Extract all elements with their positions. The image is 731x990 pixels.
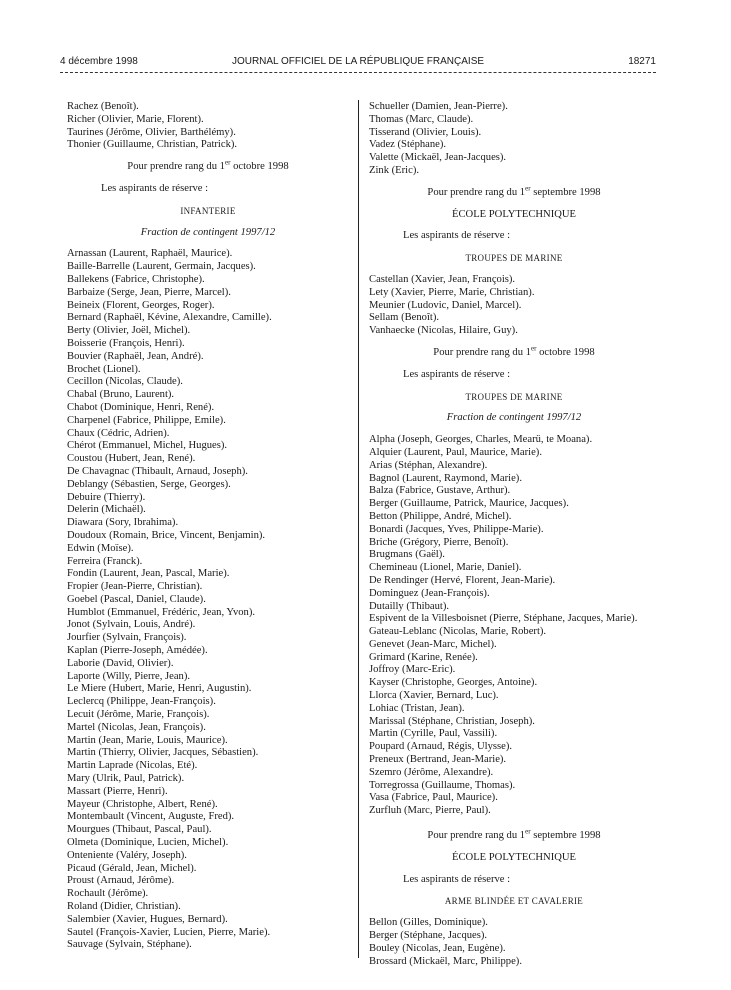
list-item: Charpenel (Fabrice, Philippe, Emile). xyxy=(67,414,226,426)
left-top-names xyxy=(67,101,349,152)
list-item: Poupard (Arnaud, Régis, Ulysse). xyxy=(369,741,512,753)
list-item: Grimard (Karine, Renée). xyxy=(369,651,478,663)
branch-heading: INFANTERIE xyxy=(180,205,236,216)
list-item: Brossard (Mickaël, Marc, Philippe). xyxy=(369,955,522,967)
list-item: Arias (Stéphan, Alexandre). xyxy=(369,459,488,471)
list-item: Edwin (Moïse). xyxy=(67,542,134,554)
list-item: Chérot (Emmanuel, Michel, Hugues). xyxy=(67,440,228,452)
list-item: Castellan (Xavier, Jean, François). xyxy=(369,273,516,285)
section2-name-list xyxy=(369,434,659,818)
list-item: Martin (Thierry, Olivier, Jacques, Sébastien). xyxy=(67,747,259,759)
list-item: Kayser (Christophe, Georges, Antoine). xyxy=(369,677,538,689)
fraction-heading: Fraction de contingent 1997/12 xyxy=(140,226,276,238)
list-item: Alquier (Laurent, Paul, Maurice, Marie). xyxy=(369,446,542,458)
rank-heading: Pour prendre rang du 1er octobre 1998 xyxy=(433,344,595,358)
list-item: Boisserie (François, Henri). xyxy=(67,337,185,349)
list-item: Tisserand (Olivier, Louis). xyxy=(369,126,482,138)
list-item: Doudoux (Romain, Brice, Vincent, Benjamin). xyxy=(67,529,266,541)
right-column xyxy=(369,101,659,968)
list-item: Bouvier (Raphaël, Jean, André). xyxy=(67,350,204,362)
list-item: Vadez (Stéphane). xyxy=(369,139,447,151)
rank-heading: Pour prendre rang du 1er octobre 1998 xyxy=(127,158,289,173)
right-top-names xyxy=(369,101,659,178)
list-item: Ferreira (Franck). xyxy=(67,555,143,567)
list-item: Mayeur (Christophe, Albert, René). xyxy=(67,798,218,810)
list-item: Bernard (Raphaël, Kévine, Alexandre, Camille). xyxy=(67,312,272,324)
list-item: Baille-Barrelle (Laurent, Germain, Jacques). xyxy=(67,261,256,273)
page-header xyxy=(60,56,656,70)
list-item: Fondin (Laurent, Jean, Pascal, Marie). xyxy=(67,568,230,580)
list-item: Jourfier (Sylvain, François). xyxy=(67,632,187,644)
list-item: Sautel (François-Xavier, Lucien, Pierre, Marie). xyxy=(67,926,271,938)
list-item: Vasa (Fabrice, Paul, Maurice). xyxy=(369,792,498,804)
fraction-heading: Fraction de contingent 1997/12 xyxy=(446,412,582,424)
list-item: Rachez (Benoît). xyxy=(67,101,139,112)
list-item: Picaud (Gérald, Jean, Michel). xyxy=(67,862,197,874)
list-item: Proust (Arnaud, Jérôme). xyxy=(67,875,175,887)
list-item: Betton (Philippe, André, Michel). xyxy=(369,510,512,522)
list-item: Chaux (Cédric, Adrien). xyxy=(67,427,170,439)
header-title: JOURNAL OFFICIEL DE LA RÉPUBLIQUE FRANÇAISE xyxy=(231,56,485,67)
aspirants-label: Les aspirants de réserve : xyxy=(101,182,209,194)
list-item: Onteniente (Valéry, Joseph). xyxy=(67,849,187,861)
list-item: Massart (Pierre, Henri). xyxy=(67,785,168,797)
list-item: Laborie (David, Olivier). xyxy=(67,657,174,669)
list-item: Bonardi (Jacques, Yves, Philippe-Marie). xyxy=(369,523,544,535)
list-item: Briche (Grégory, Pierre, Benoît). xyxy=(369,536,509,548)
list-item: Delerin (Michaël). xyxy=(67,504,146,516)
branch-heading: TROUPES DE MARINE xyxy=(465,253,563,264)
list-item: Sauvage (Sylvain, Stéphane). xyxy=(67,939,192,951)
list-item: Diawara (Sory, Ibrahima). xyxy=(67,517,179,529)
list-item: Sellam (Benoît). xyxy=(369,312,440,324)
list-item: Berger (Stéphane, Jacques). xyxy=(369,930,488,942)
school-heading: ÉCOLE POLYTECHNIQUE xyxy=(452,851,576,863)
aspirants-label: Les aspirants de réserve : xyxy=(403,368,511,380)
list-item: Kaplan (Pierre-Joseph, Amédée). xyxy=(67,645,208,657)
list-item: Deblangy (Sébastien, Serge, Georges). xyxy=(67,478,231,490)
list-item: Genevet (Jean-Marc, Michel). xyxy=(369,638,497,650)
list-item: Thomas (Marc, Claude). xyxy=(369,113,474,125)
list-item: Taurines (Jérôme, Olivier, Barthélémy). xyxy=(67,126,236,138)
list-item: Torregrossa (Guillaume, Thomas). xyxy=(369,779,516,791)
list-item: Le Miere (Hubert, Marie, Henri, Augustin). xyxy=(67,683,252,695)
list-item: Berty (Olivier, Joël, Michel). xyxy=(67,325,191,337)
list-item: Balza (Fabrice, Gustave, Arthur). xyxy=(369,485,511,497)
list-item: Preneux (Bertrand, Jean-Marie). xyxy=(369,754,507,766)
list-item: De Chavagnac (Thibault, Arnaud, Joseph). xyxy=(67,465,248,477)
list-item: Cecillon (Nicolas, Claude). xyxy=(67,376,183,388)
list-item: Valette (Mickaël, Jean-Jacques). xyxy=(369,152,507,164)
list-item: Roland (Didier, Christian). xyxy=(67,901,181,913)
list-item: Bellon (Gilles, Dominique). xyxy=(369,917,488,929)
aspirants-label: Les aspirants de réserve : xyxy=(403,230,511,242)
list-item: Montembault (Vincent, Auguste, Fred). xyxy=(67,811,235,823)
list-item: Lohiac (Tristan, Jean). xyxy=(369,702,465,714)
list-item: Debuire (Thierry). xyxy=(67,491,146,503)
list-item: Goebel (Pascal, Daniel, Claude). xyxy=(67,593,206,605)
section1-name-list xyxy=(369,274,659,338)
list-item: Zink (Eric). xyxy=(369,164,420,176)
list-item: Brochet (Lionel). xyxy=(67,363,141,375)
list-item: Barbaize (Serge, Jean, Pierre, Marcel). xyxy=(67,286,231,298)
list-item: Meunier (Ludovic, Daniel, Marcel). xyxy=(369,299,522,311)
section3-name-list xyxy=(369,917,659,968)
list-item: Laporte (Willy, Pierre, Jean). xyxy=(67,670,191,682)
list-item: Martel (Nicolas, Jean, François). xyxy=(67,721,206,733)
page-number: 18271 xyxy=(628,56,656,67)
list-item: Bagnol (Laurent, Raymond, Marie). xyxy=(369,472,522,484)
list-item: Jonot (Sylvain, Louis, André). xyxy=(67,619,196,631)
rank-heading: Pour prendre rang du 1er septembre 1998 xyxy=(427,827,601,842)
list-item: Lety (Xavier, Pierre, Marie, Christian). xyxy=(369,286,535,298)
school-heading: ÉCOLE POLYTECHNIQUE xyxy=(452,208,576,220)
list-item: Dominguez (Jean-François). xyxy=(369,587,490,599)
header-rule xyxy=(60,72,656,73)
column-divider xyxy=(358,100,359,958)
list-item: Llorca (Xavier, Bernard, Luc). xyxy=(369,690,499,702)
branch-heading: TROUPES DE MARINE xyxy=(465,391,563,402)
list-item: Coustou (Hubert, Jean, René). xyxy=(67,453,196,465)
left-name-list xyxy=(67,248,349,952)
list-item: Gateau-Leblanc (Nicolas, Marie, Robert). xyxy=(369,626,547,638)
list-item: Beineix (Florent, Georges, Roger). xyxy=(67,299,215,311)
list-item: Bouley (Nicolas, Jean, Eugène). xyxy=(369,942,506,954)
list-item: Olmeta (Dominique, Lucien, Michel). xyxy=(67,837,229,849)
list-item: De Rendinger (Hervé, Florent, Jean-Marie). xyxy=(369,574,556,586)
list-item: Salembier (Xavier, Hugues, Bernard). xyxy=(67,913,228,925)
list-item: Rochault (Jérôme). xyxy=(67,888,149,900)
list-item: Chabot (Dominique, Henri, René). xyxy=(67,401,215,413)
list-item: Vanhaecke (Nicolas, Hilaire, Guy). xyxy=(369,325,518,337)
list-item: Szemro (Jérôme, Alexandre). xyxy=(369,766,494,778)
list-item: Arnassan (Laurent, Raphaël, Maurice). xyxy=(67,248,233,260)
list-item: Joffroy (Marc-Eric). xyxy=(369,664,456,676)
aspirants-label: Les aspirants de réserve : xyxy=(403,873,511,885)
list-item: Martin (Jean, Marie, Louis, Maurice). xyxy=(67,734,228,746)
list-item: Dutailly (Thibaut). xyxy=(369,600,450,612)
rank-heading: Pour prendre rang du 1er septembre 1998 xyxy=(427,184,601,198)
list-item: Humblot (Emmanuel, Frédéric, Jean, Yvon). xyxy=(67,606,256,618)
list-item: Ballekens (Fabrice, Christophe). xyxy=(67,273,205,285)
list-item: Alpha (Joseph, Georges, Charles, Mearü, te Moana). xyxy=(369,434,593,446)
list-item: Schueller (Damien, Jean-Pierre). xyxy=(369,101,508,112)
list-item: Mourgues (Thibaut, Pascal, Paul). xyxy=(67,824,212,836)
list-item: Lecuit (Jérôme, Marie, François). xyxy=(67,709,210,721)
list-item: Marissal (Stéphane, Christian, Joseph). xyxy=(369,715,535,727)
list-item: Leclercq (Philippe, Jean-François). xyxy=(67,696,216,708)
list-item: Zurfluh (Marc, Pierre, Paul). xyxy=(369,805,491,817)
branch-heading: ARME BLINDÉE ET CAVALERIE xyxy=(444,896,584,907)
list-item: Espivent de la Villesboisnet (Pierre, Stéphane, Jacques, Marie). xyxy=(369,613,638,625)
list-item: Chabal (Bruno, Laurent). xyxy=(67,389,175,401)
list-item: Fropier (Jean-Pierre, Christian). xyxy=(67,581,203,593)
list-item: Martin Laprade (Nicolas, Eté). xyxy=(67,760,198,772)
left-column xyxy=(67,101,349,952)
list-item: Chemineau (Lionel, Marie, Daniel). xyxy=(369,562,522,574)
list-item: Thonier (Guillaume, Christian, Patrick). xyxy=(67,139,238,151)
header-date: 4 décembre 1998 xyxy=(60,56,138,67)
list-item: Richer (Olivier, Marie, Florent). xyxy=(67,113,204,125)
list-item: Berger (Guillaume, Patrick, Maurice, Jacques). xyxy=(369,498,569,510)
list-item: Martin (Cyrille, Paul, Vassili). xyxy=(369,728,498,740)
list-item: Brugmans (Gaël). xyxy=(369,549,445,561)
list-item: Mary (Ulrik, Paul, Patrick). xyxy=(67,773,185,785)
